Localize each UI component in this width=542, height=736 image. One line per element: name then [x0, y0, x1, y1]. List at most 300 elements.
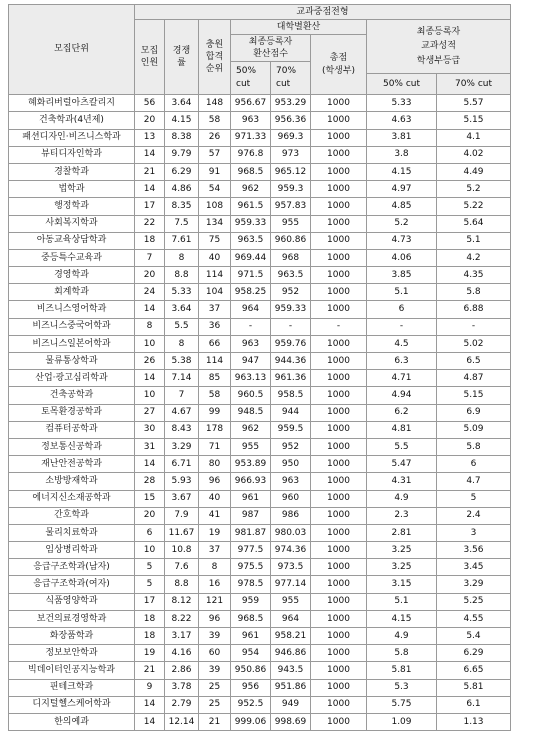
header-university-converted: 대학별환산 — [231, 20, 367, 35]
unit-cell: 식품영양학과 — [9, 593, 135, 610]
grade50-cell: 4.15 — [367, 610, 437, 627]
table-row — [9, 645, 511, 662]
table-row — [9, 404, 511, 421]
cut50-score-cell: 963.5 — [231, 232, 271, 249]
grade50-cell: 4.81 — [367, 421, 437, 438]
quota-cell: 14 — [135, 456, 165, 473]
competition-cell: 8.22 — [165, 610, 199, 627]
quota-cell: 20 — [135, 267, 165, 284]
table-row — [9, 232, 511, 249]
quota-cell: 10 — [135, 542, 165, 559]
cut70-score-cell: 951.86 — [271, 679, 311, 696]
grade50-cell: 6 — [367, 301, 437, 318]
cut50-score-cell: - — [231, 318, 271, 335]
table-row — [9, 593, 511, 610]
table-row — [9, 284, 511, 301]
cut70-score-cell: 963 — [271, 473, 311, 490]
unit-cell: 한의예과 — [9, 713, 135, 730]
cut70-score-cell: 955 — [271, 215, 311, 232]
grade50-cell: 5.33 — [367, 95, 437, 112]
total-cell: 1000 — [311, 301, 367, 318]
rank-cell: 96 — [199, 610, 231, 627]
grade70-cell: 4.02 — [437, 146, 511, 163]
unit-cell: 응급구조학과(남자) — [9, 559, 135, 576]
total-cell: 1000 — [311, 696, 367, 713]
quota-cell: 18 — [135, 628, 165, 645]
competition-cell: 8.35 — [165, 198, 199, 215]
unit-cell: 경찰학과 — [9, 163, 135, 180]
cut50-score-cell: 978.5 — [231, 576, 271, 593]
rank-cell: 121 — [199, 593, 231, 610]
quota-cell: 31 — [135, 438, 165, 455]
cut50-score-cell: 975.5 — [231, 559, 271, 576]
header-rank: 충원 합격 순위 — [199, 20, 231, 95]
quota-cell: 17 — [135, 198, 165, 215]
header-grade70: 70% cut — [437, 74, 511, 95]
rank-cell: 40 — [199, 249, 231, 266]
cut70-score-cell: 998.69 — [271, 713, 311, 730]
quota-cell: 17 — [135, 593, 165, 610]
grade50-cell: 4.63 — [367, 112, 437, 129]
total-cell: 1000 — [311, 387, 367, 404]
table-row — [9, 628, 511, 645]
header-cut50: 50% cut — [231, 62, 271, 95]
rank-cell: 39 — [199, 628, 231, 645]
unit-cell: 물리치료학과 — [9, 524, 135, 541]
unit-cell: 빅데이터인공지능학과 — [9, 662, 135, 679]
table-row — [9, 559, 511, 576]
competition-cell: 9.79 — [165, 146, 199, 163]
quota-cell: 6 — [135, 524, 165, 541]
header-total: 총점 (학생부) — [311, 35, 367, 95]
table-row — [9, 112, 511, 129]
quota-cell: 15 — [135, 490, 165, 507]
grade70-cell: 5.1 — [437, 232, 511, 249]
cut70-score-cell: 959.5 — [271, 421, 311, 438]
grade70-cell: 5.02 — [437, 335, 511, 352]
quota-cell: 18 — [135, 610, 165, 627]
quota-cell: 14 — [135, 181, 165, 198]
cut70-score-cell: 953.29 — [271, 95, 311, 112]
total-cell: 1000 — [311, 267, 367, 284]
cut70-score-cell: 964 — [271, 610, 311, 627]
cut50-score-cell: 968.5 — [231, 610, 271, 627]
grade50-cell: - — [367, 318, 437, 335]
grade70-cell: 4.35 — [437, 267, 511, 284]
competition-cell: 4.86 — [165, 181, 199, 198]
cut50-score-cell: 953.89 — [231, 456, 271, 473]
competition-cell: 6.71 — [165, 456, 199, 473]
grade70-cell: 5.8 — [437, 284, 511, 301]
cut70-score-cell: 959.3 — [271, 181, 311, 198]
rank-cell: 71 — [199, 438, 231, 455]
table-row — [9, 490, 511, 507]
rank-cell: 19 — [199, 524, 231, 541]
table-row — [9, 507, 511, 524]
grade70-cell: 6.29 — [437, 645, 511, 662]
grade70-cell: 5.2 — [437, 181, 511, 198]
unit-cell: 물류통상학과 — [9, 353, 135, 370]
grade50-cell: 3.15 — [367, 576, 437, 593]
table-row — [9, 456, 511, 473]
cut50-score-cell: 961 — [231, 628, 271, 645]
quota-cell: 9 — [135, 679, 165, 696]
grade70-cell: 5.4 — [437, 628, 511, 645]
cut70-score-cell: 961.36 — [271, 370, 311, 387]
unit-cell: 비즈니스영어학과 — [9, 301, 135, 318]
unit-cell: 임상병리학과 — [9, 542, 135, 559]
cut50-score-cell: 961.5 — [231, 198, 271, 215]
grade70-cell: 6.88 — [437, 301, 511, 318]
cut50-score-cell: 963 — [231, 112, 271, 129]
competition-cell: 7.5 — [165, 215, 199, 232]
grade50-cell: 4.5 — [367, 335, 437, 352]
table-row — [9, 542, 511, 559]
unit-cell: 응급구조학과(여자) — [9, 576, 135, 593]
rank-cell: 21 — [199, 713, 231, 730]
rank-cell: 178 — [199, 421, 231, 438]
quota-cell: 14 — [135, 696, 165, 713]
table-row — [9, 267, 511, 284]
unit-cell: 행정학과 — [9, 198, 135, 215]
rank-cell: 37 — [199, 301, 231, 318]
competition-cell: 8.38 — [165, 129, 199, 146]
competition-cell: 12.14 — [165, 713, 199, 730]
cut50-score-cell: 958.25 — [231, 284, 271, 301]
rank-cell: 134 — [199, 215, 231, 232]
cut50-score-cell: 962 — [231, 421, 271, 438]
quota-cell: 56 — [135, 95, 165, 112]
unit-cell: 토목환경공학과 — [9, 404, 135, 421]
cut70-score-cell: - — [271, 318, 311, 335]
total-cell: 1000 — [311, 645, 367, 662]
cut70-score-cell: 952 — [271, 284, 311, 301]
unit-cell: 컴퓨터공학과 — [9, 421, 135, 438]
grade70-cell: 3.45 — [437, 559, 511, 576]
rank-cell: 96 — [199, 473, 231, 490]
quota-cell: 21 — [135, 163, 165, 180]
cut70-score-cell: 952 — [271, 438, 311, 455]
grade70-cell: 4.7 — [437, 473, 511, 490]
grade50-cell: 5.1 — [367, 284, 437, 301]
grade70-cell: 6 — [437, 456, 511, 473]
grade70-cell: 5.57 — [437, 95, 511, 112]
quota-cell: 14 — [135, 370, 165, 387]
quota-cell: 14 — [135, 713, 165, 730]
table-row — [9, 163, 511, 180]
unit-cell: 보건의료경영학과 — [9, 610, 135, 627]
quota-cell: 18 — [135, 232, 165, 249]
rank-cell: 114 — [199, 353, 231, 370]
quota-cell: 22 — [135, 215, 165, 232]
competition-cell: 3.64 — [165, 95, 199, 112]
total-cell: - — [311, 318, 367, 335]
rank-cell: 16 — [199, 576, 231, 593]
total-cell: 1000 — [311, 473, 367, 490]
competition-cell: 8 — [165, 335, 199, 352]
total-cell: 1000 — [311, 524, 367, 541]
grade70-cell: 5.15 — [437, 112, 511, 129]
unit-cell: 재난안전공학과 — [9, 456, 135, 473]
grade50-cell: 5.2 — [367, 215, 437, 232]
table-row — [9, 524, 511, 541]
table-row — [9, 438, 511, 455]
cut70-score-cell: 960.86 — [271, 232, 311, 249]
cut70-score-cell: 974.36 — [271, 542, 311, 559]
total-cell: 1000 — [311, 129, 367, 146]
quota-cell: 8 — [135, 318, 165, 335]
header-competition: 경쟁 률 — [165, 20, 199, 95]
quota-cell: 21 — [135, 662, 165, 679]
total-cell: 1000 — [311, 456, 367, 473]
unit-cell: 디지털헬스케어학과 — [9, 696, 135, 713]
table-row — [9, 95, 511, 112]
total-cell: 1000 — [311, 215, 367, 232]
cut50-score-cell: 962 — [231, 181, 271, 198]
total-cell: 1000 — [311, 421, 367, 438]
cut70-score-cell: 943.5 — [271, 662, 311, 679]
grade70-cell: 6.5 — [437, 353, 511, 370]
total-cell: 1000 — [311, 163, 367, 180]
total-cell: 1000 — [311, 438, 367, 455]
quota-cell: 7 — [135, 249, 165, 266]
unit-cell: 아동교육상담학과 — [9, 232, 135, 249]
cut50-score-cell: 947 — [231, 353, 271, 370]
cut70-score-cell: 986 — [271, 507, 311, 524]
grade70-cell: 2.4 — [437, 507, 511, 524]
quota-cell: 14 — [135, 146, 165, 163]
table-row — [9, 198, 511, 215]
table-header — [9, 5, 511, 95]
cut70-score-cell: 950 — [271, 456, 311, 473]
grade70-cell: 5.25 — [437, 593, 511, 610]
cut50-score-cell: 948.5 — [231, 404, 271, 421]
grade50-cell: 2.81 — [367, 524, 437, 541]
grade50-cell: 1.09 — [367, 713, 437, 730]
competition-cell: 3.29 — [165, 438, 199, 455]
total-cell: 1000 — [311, 181, 367, 198]
quota-cell: 20 — [135, 112, 165, 129]
grade50-cell: 4.06 — [367, 249, 437, 266]
total-cell: 1000 — [311, 542, 367, 559]
grade50-cell: 4.71 — [367, 370, 437, 387]
grade70-cell: 3.29 — [437, 576, 511, 593]
unit-cell: 정보보안학과 — [9, 645, 135, 662]
grade50-cell: 6.3 — [367, 353, 437, 370]
cut70-score-cell: 963.5 — [271, 267, 311, 284]
rank-cell: 37 — [199, 542, 231, 559]
cut50-score-cell: 960.5 — [231, 387, 271, 404]
unit-cell: 산업·광고심리학과 — [9, 370, 135, 387]
grade50-cell: 3.8 — [367, 146, 437, 163]
rank-cell: 99 — [199, 404, 231, 421]
grade70-cell: 4.87 — [437, 370, 511, 387]
competition-cell: 4.67 — [165, 404, 199, 421]
grade70-cell: 3 — [437, 524, 511, 541]
total-cell: 1000 — [311, 404, 367, 421]
competition-cell: 7 — [165, 387, 199, 404]
grade70-cell: 6.1 — [437, 696, 511, 713]
grade70-cell: 4.55 — [437, 610, 511, 627]
competition-cell: 6.29 — [165, 163, 199, 180]
table-row — [9, 610, 511, 627]
header-unit: 모집단위 — [9, 5, 135, 95]
cut50-score-cell: 981.87 — [231, 524, 271, 541]
cut70-score-cell: 968 — [271, 249, 311, 266]
table-row — [9, 421, 511, 438]
cut70-score-cell: 956.36 — [271, 112, 311, 129]
table-row — [9, 387, 511, 404]
unit-cell: 소방방재학과 — [9, 473, 135, 490]
competition-cell: 8.8 — [165, 267, 199, 284]
unit-cell: 경영학과 — [9, 267, 135, 284]
rank-cell: 40 — [199, 490, 231, 507]
grade70-cell: 4.1 — [437, 129, 511, 146]
table-row — [9, 576, 511, 593]
competition-cell: 5.38 — [165, 353, 199, 370]
header-group-title: 교과중점전형 — [135, 5, 511, 20]
table-row — [9, 662, 511, 679]
table-row — [9, 301, 511, 318]
cut70-score-cell: 973.5 — [271, 559, 311, 576]
quota-cell: 10 — [135, 387, 165, 404]
rank-cell: 39 — [199, 662, 231, 679]
rank-cell: 148 — [199, 95, 231, 112]
grade50-cell: 4.73 — [367, 232, 437, 249]
cut50-score-cell: 956 — [231, 679, 271, 696]
grade50-cell: 4.9 — [367, 490, 437, 507]
cut70-score-cell: 958.5 — [271, 387, 311, 404]
cut70-score-cell: 969.3 — [271, 129, 311, 146]
competition-cell: 11.67 — [165, 524, 199, 541]
competition-cell: 5.33 — [165, 284, 199, 301]
grade50-cell: 5.47 — [367, 456, 437, 473]
grade50-cell: 3.25 — [367, 559, 437, 576]
unit-cell: 회계학과 — [9, 284, 135, 301]
cut50-score-cell: 961 — [231, 490, 271, 507]
cut50-score-cell: 963 — [231, 335, 271, 352]
cut50-score-cell: 955 — [231, 438, 271, 455]
unit-cell: 혜화리버럴아츠칼리지 — [9, 95, 135, 112]
unit-cell: 에너지신소재공학과 — [9, 490, 135, 507]
grade50-cell: 6.2 — [367, 404, 437, 421]
cut50-score-cell: 956.67 — [231, 95, 271, 112]
competition-cell: 3.67 — [165, 490, 199, 507]
rank-cell: 41 — [199, 507, 231, 524]
total-cell: 1000 — [311, 610, 367, 627]
rank-cell: 25 — [199, 696, 231, 713]
quota-cell: 19 — [135, 645, 165, 662]
rank-cell: 57 — [199, 146, 231, 163]
header-final-score: 최종등록자 환산점수 — [231, 35, 311, 62]
rank-cell: 66 — [199, 335, 231, 352]
unit-cell: 간호학과 — [9, 507, 135, 524]
table-row — [9, 181, 511, 198]
grade70-cell: 5.09 — [437, 421, 511, 438]
unit-cell: 비즈니스중국어학과 — [9, 318, 135, 335]
total-cell: 1000 — [311, 284, 367, 301]
total-cell: 1000 — [311, 353, 367, 370]
unit-cell: 뷰티디자인학과 — [9, 146, 135, 163]
header-cut70: 70% cut — [271, 62, 311, 95]
grade70-cell: 4.2 — [437, 249, 511, 266]
grade70-cell: 5.22 — [437, 198, 511, 215]
total-cell: 1000 — [311, 198, 367, 215]
total-cell: 1000 — [311, 249, 367, 266]
competition-cell: 3.78 — [165, 679, 199, 696]
grade70-cell: 5 — [437, 490, 511, 507]
quota-cell: 24 — [135, 284, 165, 301]
cut50-score-cell: 964 — [231, 301, 271, 318]
table-row — [9, 249, 511, 266]
header-final-grade: 최종등록자 교과성적 학생부등급 — [367, 20, 511, 74]
competition-cell: 4.16 — [165, 645, 199, 662]
cut70-score-cell: 946.86 — [271, 645, 311, 662]
cut50-score-cell: 969.44 — [231, 249, 271, 266]
grade50-cell: 4.97 — [367, 181, 437, 198]
table-row — [9, 335, 511, 352]
competition-cell: 7.14 — [165, 370, 199, 387]
competition-cell: 2.86 — [165, 662, 199, 679]
grade50-cell: 4.94 — [367, 387, 437, 404]
cut50-score-cell: 963.13 — [231, 370, 271, 387]
cut70-score-cell: 973 — [271, 146, 311, 163]
grade50-cell: 5.3 — [367, 679, 437, 696]
quota-cell: 14 — [135, 301, 165, 318]
unit-cell: 건축학과(4년제) — [9, 112, 135, 129]
competition-cell: 8 — [165, 249, 199, 266]
rank-cell: 60 — [199, 645, 231, 662]
cut70-score-cell: 957.83 — [271, 198, 311, 215]
cut50-score-cell: 950.86 — [231, 662, 271, 679]
competition-cell: 7.6 — [165, 559, 199, 576]
rank-cell: 114 — [199, 267, 231, 284]
cut50-score-cell: 968.5 — [231, 163, 271, 180]
grade50-cell: 5.8 — [367, 645, 437, 662]
grade50-cell: 3.85 — [367, 267, 437, 284]
rank-cell: 25 — [199, 679, 231, 696]
total-cell: 1000 — [311, 232, 367, 249]
cut50-score-cell: 971.5 — [231, 267, 271, 284]
total-cell: 1000 — [311, 679, 367, 696]
unit-cell: 정보통신공학과 — [9, 438, 135, 455]
total-cell: 1000 — [311, 576, 367, 593]
table-row — [9, 679, 511, 696]
total-cell: 1000 — [311, 507, 367, 524]
total-cell: 1000 — [311, 335, 367, 352]
quota-cell: 27 — [135, 404, 165, 421]
cut50-score-cell: 966.93 — [231, 473, 271, 490]
cut70-score-cell: 965.12 — [271, 163, 311, 180]
table-row — [9, 215, 511, 232]
grade70-cell: 3.56 — [437, 542, 511, 559]
quota-cell: 28 — [135, 473, 165, 490]
table-row — [9, 696, 511, 713]
competition-cell: 4.15 — [165, 112, 199, 129]
grade70-cell: 5.81 — [437, 679, 511, 696]
grade50-cell: 3.81 — [367, 129, 437, 146]
cut70-score-cell: 955 — [271, 593, 311, 610]
cut70-score-cell: 958.21 — [271, 628, 311, 645]
total-cell: 1000 — [311, 146, 367, 163]
total-cell: 1000 — [311, 95, 367, 112]
quota-cell: 20 — [135, 507, 165, 524]
grade70-cell: - — [437, 318, 511, 335]
grade50-cell: 5.81 — [367, 662, 437, 679]
quota-cell: 30 — [135, 421, 165, 438]
competition-cell: 8.43 — [165, 421, 199, 438]
total-cell: 1000 — [311, 713, 367, 730]
